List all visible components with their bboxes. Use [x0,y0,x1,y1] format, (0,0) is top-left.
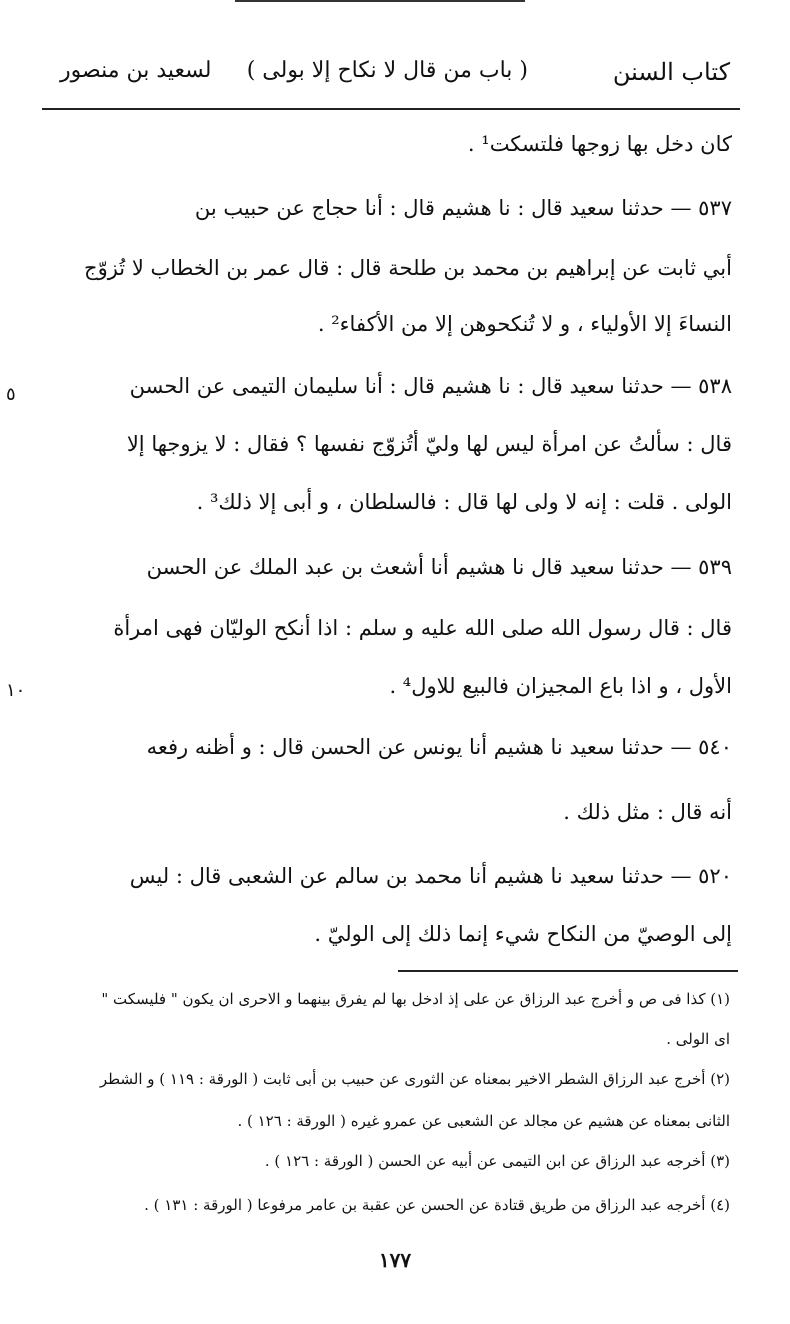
author-name: لسعيد بن منصور [60,58,212,83]
footnote-line: (٢) أخرج عبد الرزاق الشطر الاخير بمعناه عن الثورى عن حبيب بن أبى ثابت ( الورقة : ١١٩ ) و الشطر [99,1070,730,1088]
line-number-margin: ٥ [6,384,16,405]
text-line: كان دخل بها زوجها فلتسكت¹ . [467,132,732,156]
text-line: النساءَ إلا الأولياء ، و لا تُنكحوهن إلا من الأكفاء² . [317,312,732,336]
text-line: قال : قال رسول الله صلى الله عليه و سلم : اذا أنكح الوليّان فهى امرأة [113,616,732,640]
text-line: الأول ، و اذا باع المجيزان فالبيع للاول⁴ . [389,674,732,698]
footnote-line: (٣) أخرجه عبد الرزاق عن ابن التيمى عن أبيه عن الحسن ( الورقة : ١٢٦ ) . [264,1152,730,1170]
footnote-line: الثانى بمعناه عن هشيم عن مجالد عن الشعبى عن عمرو غيره ( الورقة : ١٢٦ ) . [237,1112,730,1130]
chapter-title: ( باب من قال لا نكاح إلا بولى ) [246,58,528,83]
page-number: ١٧٧ [378,1248,412,1272]
footnote-line: (١) كذا فى ص و أخرج عبد الرزاق عن على إذ ادخل بها لم يفرق بينهما و الاحرى ان يكون " فليسكت " [101,990,730,1008]
text-line: ٥٢٠ — حدثنا سعيد نا هشيم أنا محمد بن سالم عن الشعبى قال : ليس [129,864,732,888]
line-number-margin: ١٠ [6,680,26,701]
text-line: أبي ثابت عن إبراهيم بن محمد بن طلحة قال : قال عمر بن الخطاب لا تُزوّج [84,256,732,280]
text-line: ٥٣٨ — حدثنا سعيد قال : نا هشيم قال : أنا سليمان التيمى عن الحسن [129,374,732,398]
footnote-rule [398,970,738,972]
text-line: أنه قال : مثل ذلك . [563,800,732,824]
text-line: قال : سألتُ عن امرأة ليس لها وليّ أتُزوّج نفسها ؟ فقال : لا يزوجها إلا [126,432,732,456]
footnote-line: (٤) أخرجه عبد الرزاق من طريق قتادة عن الحسن عن عقبة بن عامر مرفوعا ( الورقة : ١٣١ ) . [144,1196,730,1214]
text-line: ٥٤٠ — حدثنا سعيد نا هشيم أنا يونس عن الحسن قال : و أظنه رفعه [146,735,732,759]
book-title: كتاب السنن [612,58,730,86]
text-line: ٥٣٩ — حدثنا سعيد قال نا هشيم أنا أشعث بن عبد الملك عن الحسن [146,555,732,579]
footnote-line: اى الولى . [666,1030,730,1048]
text-line: الولى . قلت : إنه لا ولى لها قال : فالسلطان ، و أبى إلا ذلك³ . [196,490,732,514]
text-line: ٥٣٧ — حدثنا سعيد قال : نا هشيم قال : أنا حجاج عن حبيب بن [194,196,732,220]
main-text [58,0,732,970]
text-line: إلى الوصيّ من النكاح شيء إنما ذلك إلى الوليّ . [314,922,732,946]
